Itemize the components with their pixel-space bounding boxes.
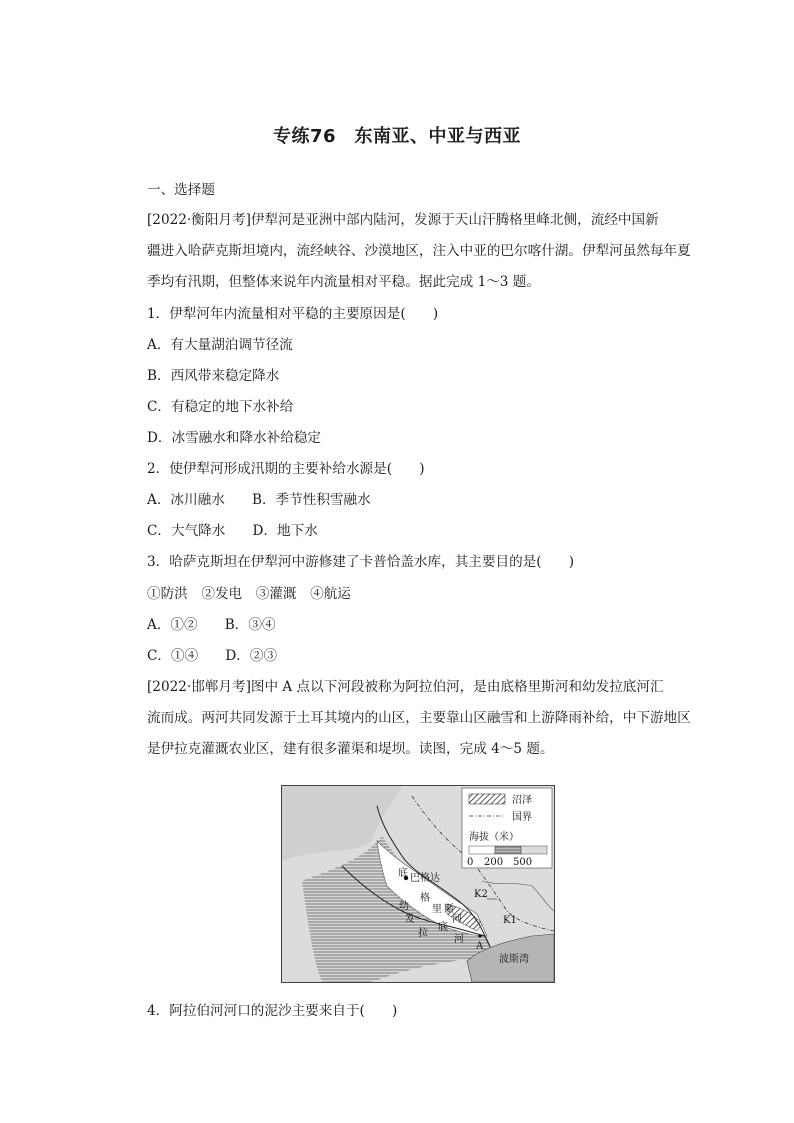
point-k2-label: K2 [474,889,488,900]
q2-options-cd: C．大气降水 D．地下水 [147,523,318,539]
map-svg [282,786,554,982]
tigris-char-5: 河 [452,914,462,925]
euphrates-char-4: 底 [438,922,448,933]
passage2-line1: [2022·邯郸月考]图中 A 点以下河段被称为阿拉伯河，是由底格里斯河和幼发拉底河汇 [147,679,664,695]
q1-option-d: D．冰雪融水和降水补给稳定 [147,430,322,446]
legend-border-label: 国界 [512,812,532,823]
q2-options-ab: A．冰川融水 B．季节性积雪融水 [147,492,371,508]
q3-options-ab: A．①② B．③④ [147,617,276,633]
q1-stem: 1．伊犁河年内流量相对平稳的主要原因是( ) [147,306,439,322]
q1-option-c: C．有稳定的地下水补给 [147,399,294,415]
tigris-char-2: 格 [420,893,430,904]
baghdad-label: 巴格达 [410,873,440,884]
euphrates-char-1: 幼 [399,901,409,912]
euphrates-char-2: 发 [405,914,415,925]
point-k1-label: K1 [503,915,517,926]
euphrates-char-5: 河 [454,934,464,945]
q3-choices: ①防洪 ②发电 ③灌溉 ④航运 [147,586,351,602]
legend-elev-high [521,846,547,854]
passage1-line1: [2022·衡阳月考]伊犁河是亚洲中部内陆河，发源于天山汗腾格里峰北侧，流经中国新 [147,212,659,228]
passage2-line3: 是伊拉克灌溉农业区，建有很多灌渠和堤坝。读图，完成 4～5 题。 [147,741,554,757]
passage2-line2: 流而成。两河共同发源于土耳其境内的山区，主要靠山区融雪和上游降雨补给，中下游地区 [147,710,691,726]
passage1-line3: 季均有汛期，但整体来说年内流量相对平稳。据此完成 1～3 题。 [147,274,540,290]
legend-elev-label: 海拔（米） [469,832,519,843]
page-title: 专练76 东南亚、中亚与西亚 [272,126,522,147]
legend-tick-500: 500 [513,857,533,868]
tigris-char-4: 斯 [444,904,454,915]
legend-tick-200: 200 [484,857,504,868]
mesopotamia-map [281,785,555,983]
legend-swamp-label: 沼泽 [512,795,532,806]
tigris-char-1: 底 [398,868,408,879]
euphrates-char-3: 拉 [418,928,428,939]
point-a-marker [478,934,481,937]
legend-elev-mid [495,846,521,854]
q2-stem: 2．使伊犁河形成汛期的主要补给水源是( ) [147,461,425,477]
passage1-line2: 疆进入哈萨克斯坦境内，流经峡谷、沙漠地区，注入中亚的巴尔喀什湖。伊犁河虽然每年夏 [147,243,691,259]
legend-tick-0: 0 [467,857,474,868]
legend-swamp-swatch [469,794,505,804]
legend-elev-low [469,846,495,854]
q1-option-b: B．西风带来稳定降水 [147,368,280,384]
tigris-char-3: 里 [432,904,442,915]
q4-stem: 4．阿拉伯河河口的泥沙主要来自于( ) [147,1003,398,1019]
gulf-label: 波斯湾 [499,954,529,965]
q1-option-a: A．有大量湖泊调节径流 [147,337,293,353]
section-heading: 一、选择题 [147,182,215,198]
point-a-label: A [476,941,484,952]
q3-stem: 3．哈萨克斯坦在伊犁河中游修建了卡普恰盖水库，其主要目的是( ) [147,554,575,570]
q3-options-cd: C．①④ D．②③ [147,648,278,664]
